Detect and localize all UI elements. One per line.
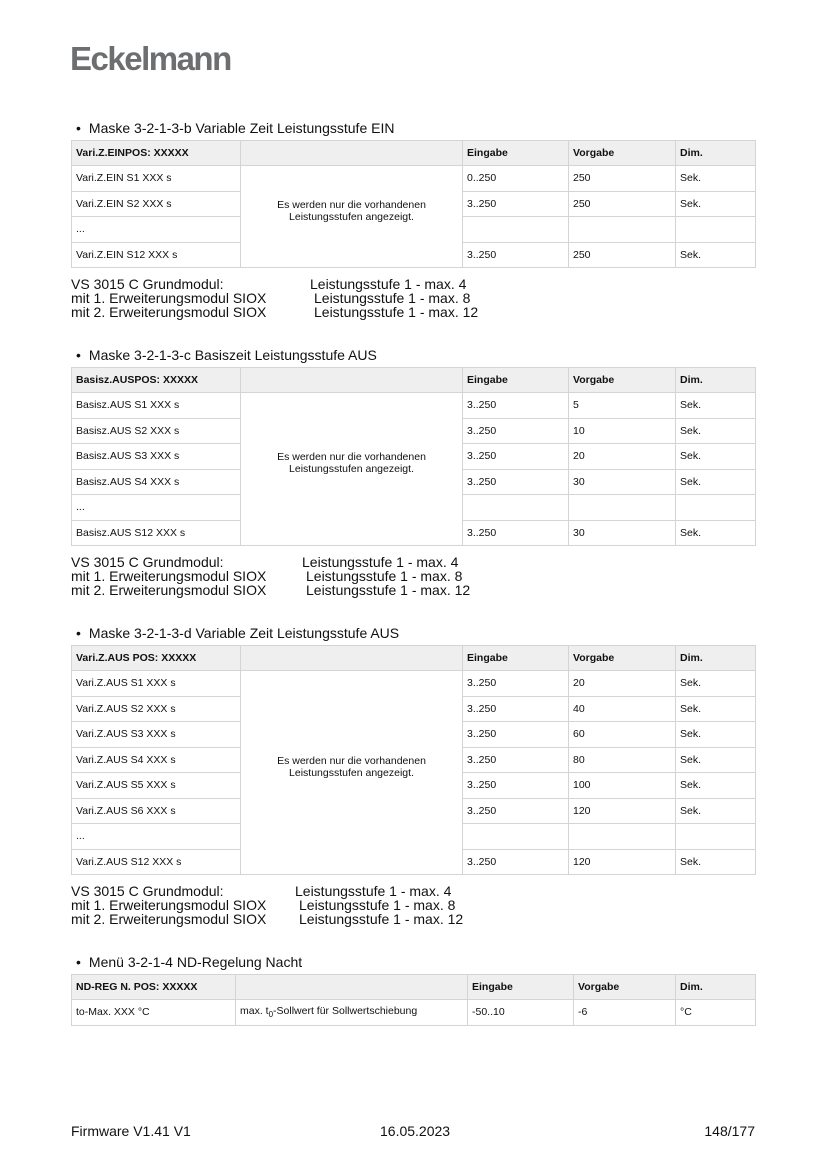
header-cell: Dim. [676, 975, 756, 1000]
unit-cell: Sek. [676, 166, 756, 192]
input-range-cell [463, 824, 569, 850]
table-row [72, 393, 756, 419]
input-range-cell: 3..250 [463, 849, 569, 875]
note-row [71, 277, 755, 291]
input-range-cell: 3..250 [463, 722, 569, 748]
parameter-cell: Vari.Z.AUS S2 XXX s [72, 696, 241, 722]
description-cell: Es werden nur die vorhandenen Leistungsstufen angezeigt. [241, 393, 463, 546]
input-range-cell: 3..250 [463, 773, 569, 799]
note-row [71, 583, 755, 597]
default-value-cell: 30 [569, 520, 676, 546]
module-notes [71, 884, 755, 926]
default-value-cell: 80 [569, 747, 676, 773]
unit-cell: Sek. [676, 798, 756, 824]
default-value-cell [569, 824, 676, 850]
unit-cell: °C [676, 1000, 756, 1026]
header-cell: Dim. [676, 141, 756, 166]
parameter-cell: Vari.Z.EIN S1 XXX s [72, 166, 241, 192]
section-title: • Menü 3-2-1-4 ND-Regelung Nacht [76, 954, 755, 970]
parameter-cell: ... [72, 824, 241, 850]
default-value-cell: 20 [569, 671, 676, 697]
section-vari-z-aus [71, 625, 755, 926]
unit-cell: Sek. [676, 469, 756, 495]
module-notes [71, 555, 755, 597]
module-name: VS 3015 C Grundmodul: [71, 883, 224, 899]
table-header-row [72, 646, 756, 671]
module-notes [71, 277, 755, 319]
module-name: mit 1. Erweiterungsmodul SIOX [71, 568, 267, 584]
module-name: mit 2. Erweiterungsmodul SIOX [71, 304, 267, 320]
default-value-cell: 250 [569, 166, 676, 192]
header-cell: Dim. [676, 646, 756, 671]
parameter-cell: ... [72, 495, 241, 521]
header-cell [241, 368, 463, 393]
parameter-cell: Vari.Z.AUS S4 XXX s [72, 747, 241, 773]
section-basisz-aus [71, 347, 755, 597]
default-value-cell: 5 [569, 393, 676, 419]
parameter-cell: Basisz.AUS S4 XXX s [72, 469, 241, 495]
module-name: VS 3015 C Grundmodul: [71, 276, 224, 292]
table-header-row [72, 368, 756, 393]
header-cell: Dim. [676, 368, 756, 393]
default-value-cell [569, 217, 676, 243]
input-range-cell: 3..250 [463, 444, 569, 470]
section-title: • Maske 3-2-1-3-b Variable Zeit Leistungsstufe EIN [76, 120, 755, 136]
input-range-cell: 3..250 [463, 671, 569, 697]
default-value-cell: 250 [569, 242, 676, 268]
header-cell [236, 975, 468, 1000]
power-stage-range: Leistungsstufe 1 - max. 4 [295, 883, 452, 899]
note-row [71, 898, 755, 912]
parameter-cell: Vari.Z.AUS S3 XXX s [72, 722, 241, 748]
unit-cell: Sek. [676, 191, 756, 217]
default-value-cell: 120 [569, 849, 676, 875]
unit-cell: Sek. [676, 747, 756, 773]
parameter-cell: Vari.Z.AUS S12 XXX s [72, 849, 241, 875]
power-stage-range: Leistungsstufe 1 - max. 4 [310, 276, 467, 292]
parameter-cell: Basisz.AUS S2 XXX s [72, 418, 241, 444]
unit-cell: Sek. [676, 696, 756, 722]
header-cell: Basisz.AUSPOS: XXXXX [72, 368, 241, 393]
eckelmann-logo: Eckelmann [70, 40, 231, 77]
note-row [71, 305, 755, 319]
parameter-cell: Vari.Z.EIN S2 XXX s [72, 191, 241, 217]
header-cell: Vorgabe [574, 975, 676, 1000]
parameter-cell: Basisz.AUS S12 XXX s [72, 520, 241, 546]
power-stage-range: Leistungsstufe 1 - max. 8 [306, 568, 463, 584]
default-value-cell: 10 [569, 418, 676, 444]
header-cell: Eingabe [468, 975, 574, 1000]
input-range-cell: 0..250 [463, 166, 569, 192]
unit-cell [676, 824, 756, 850]
default-value-cell: 60 [569, 722, 676, 748]
footer-date: 16.05.2023 [380, 1123, 451, 1139]
input-range-cell: 3..250 [463, 747, 569, 773]
table-row [72, 166, 756, 192]
description-cell: Es werden nur die vorhandenen Leistungsstufen angezeigt. [241, 671, 463, 875]
table-row [72, 1000, 756, 1026]
input-range-cell: 3..250 [463, 191, 569, 217]
parameter-cell: to-Max. XXX °C [72, 1000, 236, 1026]
parameter-cell: Vari.Z.EIN S12 XXX s [72, 242, 241, 268]
input-range-cell: 3..250 [463, 393, 569, 419]
power-stage-range: Leistungsstufe 1 - max. 8 [299, 897, 456, 913]
header-cell: Vorgabe [569, 368, 676, 393]
module-name: mit 1. Erweiterungsmodul SIOX [71, 290, 267, 306]
input-range-cell [463, 217, 569, 243]
unit-cell: Sek. [676, 242, 756, 268]
input-range-cell: 3..250 [463, 798, 569, 824]
note-row [71, 884, 755, 898]
parameter-table [71, 140, 756, 268]
parameter-table [71, 367, 756, 546]
power-stage-range: Leistungsstufe 1 - max. 12 [314, 304, 479, 320]
footer-firmware: Firmware V1.41 V1 [71, 1123, 191, 1139]
header-cell [241, 141, 463, 166]
input-range-cell: 3..250 [463, 242, 569, 268]
module-name: VS 3015 C Grundmodul: [71, 554, 224, 570]
default-value-cell: 250 [569, 191, 676, 217]
unit-cell: Sek. [676, 444, 756, 470]
unit-cell: Sek. [676, 671, 756, 697]
parameter-cell: Vari.Z.AUS S6 XXX s [72, 798, 241, 824]
section-vari-z-ein [71, 120, 755, 319]
description-cell: Es werden nur die vorhandenen Leistungsstufen angezeigt. [241, 166, 463, 268]
note-row [71, 912, 755, 926]
unit-cell: Sek. [676, 393, 756, 419]
input-range-cell: -50..10 [468, 1000, 574, 1026]
table-header-row [72, 141, 756, 166]
unit-cell: Sek. [676, 722, 756, 748]
default-value-cell: -6 [574, 1000, 676, 1026]
table-row [72, 671, 756, 697]
note-row [71, 555, 755, 569]
parameter-cell: ... [72, 217, 241, 243]
module-name: mit 1. Erweiterungsmodul SIOX [71, 897, 267, 913]
header-cell: Vari.Z.AUS POS: XXXXX [72, 646, 241, 671]
default-value-cell: 20 [569, 444, 676, 470]
default-value-cell: 30 [569, 469, 676, 495]
header-cell: Vari.Z.EINPOS: XXXXX [72, 141, 241, 166]
input-range-cell: 3..250 [463, 418, 569, 444]
parameter-table [71, 974, 756, 1026]
power-stage-range: Leistungsstufe 1 - max. 4 [302, 554, 459, 570]
unit-cell: Sek. [676, 849, 756, 875]
header-cell: Vorgabe [569, 141, 676, 166]
section-title: • Maske 3-2-1-3-d Variable Zeit Leistungsstufe AUS [76, 625, 755, 641]
default-value-cell: 100 [569, 773, 676, 799]
power-stage-range: Leistungsstufe 1 - max. 12 [299, 911, 464, 927]
note-row [71, 291, 755, 305]
input-range-cell: 3..250 [463, 469, 569, 495]
module-name: mit 2. Erweiterungsmodul SIOX [71, 582, 267, 598]
unit-cell: Sek. [676, 520, 756, 546]
default-value-cell: 120 [569, 798, 676, 824]
header-cell: ND-REG N. POS: XXXXX [72, 975, 236, 1000]
unit-cell [676, 217, 756, 243]
parameter-cell: Vari.Z.AUS S5 XXX s [72, 773, 241, 799]
unit-cell [676, 495, 756, 521]
default-value-cell: 40 [569, 696, 676, 722]
input-range-cell [463, 495, 569, 521]
description-cell: max. $t_0$-Sollwert für Sollwertschiebung [236, 1000, 468, 1026]
header-cell: Vorgabe [569, 646, 676, 671]
header-cell: Eingabe [463, 141, 569, 166]
header-cell [241, 646, 463, 671]
unit-cell: Sek. [676, 773, 756, 799]
header-cell: Eingabe [463, 368, 569, 393]
default-value-cell [569, 495, 676, 521]
footer-page-number: 148/177 [704, 1123, 755, 1139]
note-row [71, 569, 755, 583]
input-range-cell: 3..250 [463, 696, 569, 722]
header-cell: Eingabe [463, 646, 569, 671]
unit-cell: Sek. [676, 418, 756, 444]
input-range-cell: 3..250 [463, 520, 569, 546]
module-name: mit 2. Erweiterungsmodul SIOX [71, 911, 267, 927]
table-header-row [72, 975, 756, 1000]
power-stage-range: Leistungsstufe 1 - max. 8 [314, 290, 471, 306]
parameter-cell: Basisz.AUS S1 XXX s [72, 393, 241, 419]
power-stage-range: Leistungsstufe 1 - max. 12 [306, 582, 471, 598]
section-title: • Maske 3-2-1-3-c Basiszeit Leistungsstufe AUS [76, 347, 755, 363]
parameter-table [71, 645, 756, 875]
section-nd-regelung-nacht [71, 954, 755, 1026]
parameter-cell: Basisz.AUS S3 XXX s [72, 444, 241, 470]
parameter-cell: Vari.Z.AUS S1 XXX s [72, 671, 241, 697]
